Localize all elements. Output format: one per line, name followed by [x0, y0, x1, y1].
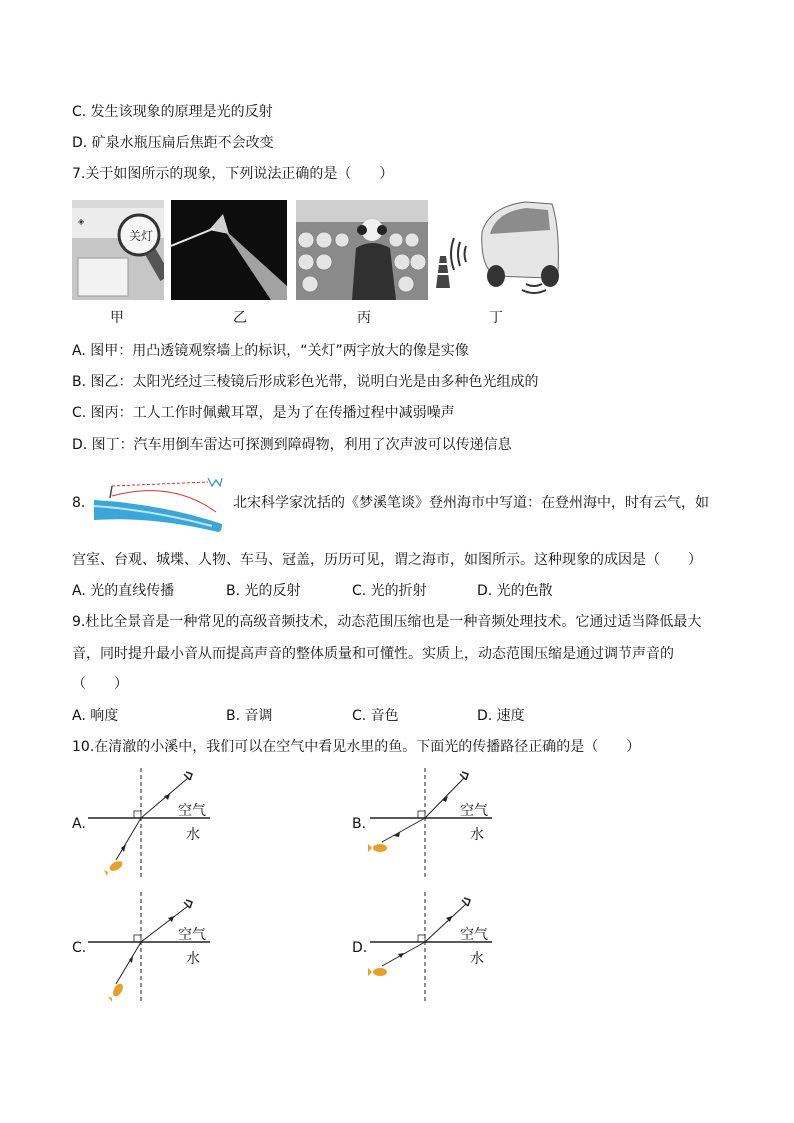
fish-icon — [104, 859, 124, 876]
q9-option-d: D. 速度 — [477, 708, 525, 724]
caption-yi: 乙 — [233, 310, 247, 326]
q9-option-b: B. 音调 — [226, 708, 273, 724]
q9-option-a: A. 响度 — [72, 708, 119, 724]
q7-option-a: A. 图甲：用凸透镜观察墙上的标识，“关灯”两字放大的像是实像 — [72, 343, 469, 359]
diagram-d-water: 水 — [470, 951, 484, 967]
fish-icon — [108, 982, 125, 1002]
q10-stem: 10.在清澈的小溪中，我们可以在空气中看见水里的鱼。下面光的传播路径正确的是（ ） — [72, 739, 641, 755]
prism-photo — [171, 200, 287, 300]
q7-option-b: B. 图乙：太阳光经过三棱镜后形成彩色光带，说明白光是由多种色光组成的 — [72, 374, 539, 390]
q6-option-d: D. 矿泉水瓶压扁后焦距不会改变 — [72, 135, 274, 151]
mirage-illustration — [92, 476, 230, 532]
q8-stem-line2: 宫室、台观、城堞、人物、车马、冠盖，历历可见，谓之海市，如图所示。这种现象的成因是（ ） — [72, 552, 702, 568]
q8-number: 8. — [72, 495, 86, 511]
diagram-a-water: 水 — [186, 827, 200, 843]
q9-stem-line2: 音，同时提升最小音从而提高声音的整体质量和可懂性。实质上，动态范围压缩是通过调节声音的 — [72, 646, 674, 662]
diagram-a-air: 空气 — [178, 803, 206, 819]
q9-stem-line1: 9.杜比全景音是一种常见的高级音频技术，动态范围压缩也是一种音频处理技术。它通过适当降低最大 — [72, 614, 702, 630]
diagram-c-water: 水 — [186, 951, 200, 967]
q7-option-d: D. 图丁：汽车用倒车雷达可探测到障碍物，利用了次声波可以传递信息 — [72, 437, 512, 453]
diagram-b-water: 水 — [470, 827, 484, 843]
fish-icon — [368, 968, 387, 976]
q7-stem: 7.关于如图所示的现象，下列说法正确的是（ ） — [72, 166, 394, 182]
diagram-d-air: 空气 — [460, 927, 488, 943]
q8-option-d: D. 光的色散 — [477, 583, 553, 599]
caption-jia: 甲 — [110, 310, 124, 326]
q8-option-c: C. 光的折射 — [352, 583, 427, 599]
q8-stem-line1: 北宋科学家沈括的《梦溪笔谈》登州海市中写道：在登州海中，时有云气，如 — [233, 495, 709, 511]
fish-icon — [368, 844, 387, 852]
car-radar-photo — [430, 198, 562, 298]
q6-option-c: C. 发生该现象的原理是光的反射 — [72, 104, 273, 120]
svg-text:◈: ◈ — [78, 217, 85, 226]
diagram-c-air: 空气 — [178, 927, 206, 943]
q9-stem-line3: （ ） — [72, 676, 128, 692]
magnifier-sign-photo — [72, 200, 164, 300]
diagram-b-air: 空气 — [460, 803, 488, 819]
caption-ding: 丁 — [489, 310, 503, 326]
diagram-b-label: B. — [352, 816, 367, 832]
diagram-d-label: D. — [352, 940, 368, 956]
diagram-c-label: C. — [72, 940, 87, 956]
q8-option-a: A. 光的直线传播 — [72, 583, 175, 599]
q8-option-b: B. 光的反射 — [226, 583, 301, 599]
caption-bing: 丙 — [357, 310, 371, 326]
factory-worker-photo — [296, 200, 428, 300]
sign-text: 关灯 — [129, 229, 154, 243]
q9-option-c: C. 音色 — [352, 708, 399, 724]
diagram-a-label: A. — [72, 816, 86, 832]
q7-option-c: C. 图丙：工人工作时佩戴耳罩，是为了在传播过程中减弱噪声 — [72, 405, 455, 421]
